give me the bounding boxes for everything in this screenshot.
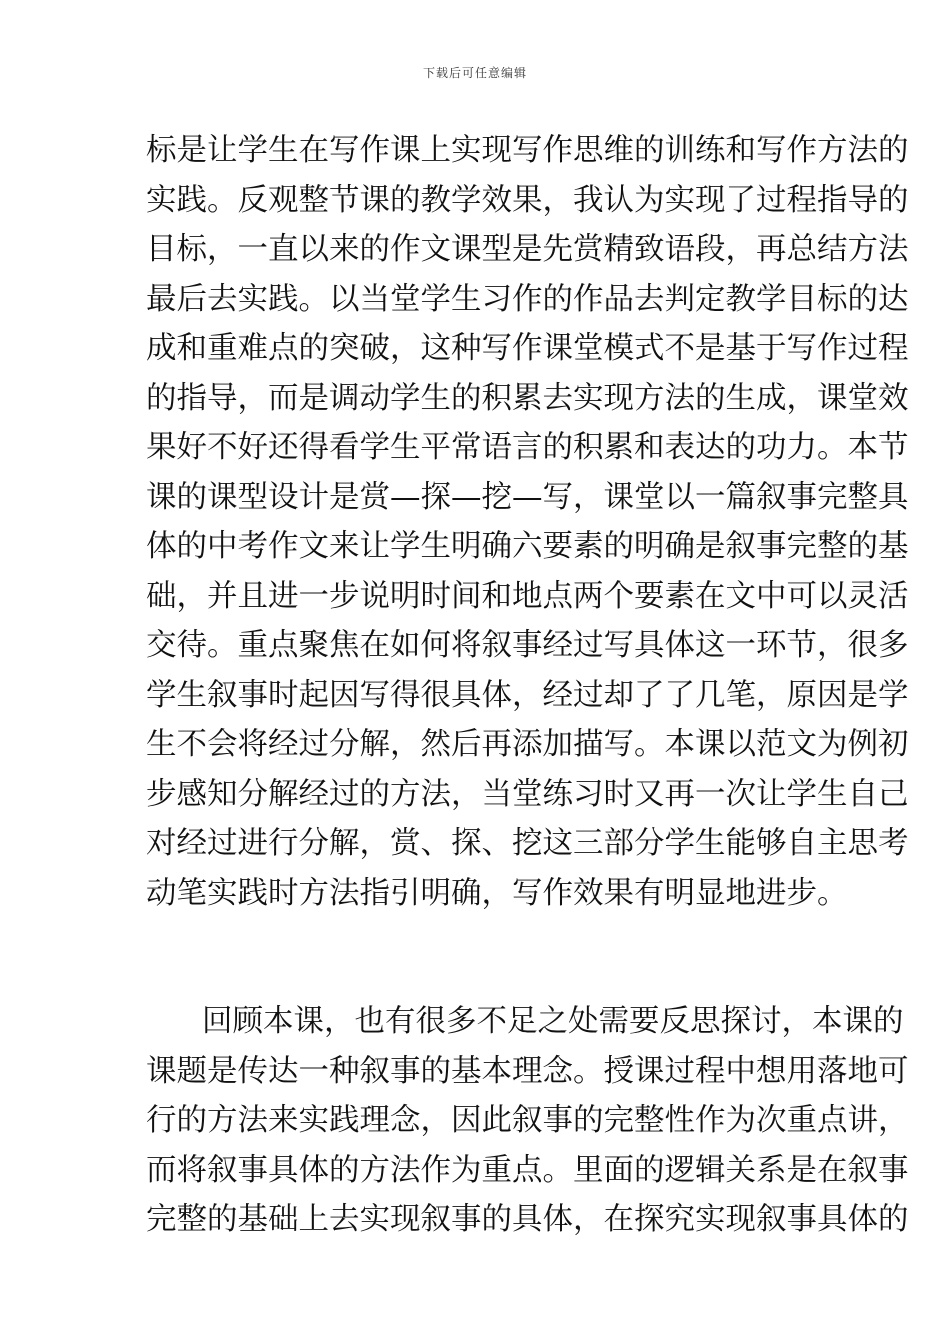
text-line: 行的方法来实践理念，因此叙事的完整性作为次重点讲， [146, 1103, 909, 1138]
text-line: 步感知分解经过的方法，当堂练习时又再一次让学生自己 [146, 776, 909, 812]
text-line: 础，并且进一步说明时间和地点两个要素在文中可以灵活 [146, 578, 909, 614]
text-line: 的指导，而是调动学生的积累去实现方法的生成，课堂效 [146, 380, 909, 416]
text-line: 完整的基础上去实现叙事的具体，在探究实现叙事具体的 [146, 1202, 909, 1237]
document-body [146, 126, 909, 1245]
text-line: 而将叙事具体的方法作为重点。里面的逻辑关系是在叙事 [146, 1152, 909, 1188]
text-line: 目标，一直以来的作文课型是先赏精致语段，再总结方法 [146, 232, 909, 267]
text-line: 最后去实践。以当堂学生习作的作品去判定教学目标的达 [146, 281, 909, 317]
paragraph-1 [146, 126, 909, 918]
text-line: 体的中考作文来让学生明确六要素的明确是叙事完整的基 [146, 529, 909, 564]
text-line: 对经过进行分解，赏、探、挖这三部分学生能够自主思考 [146, 826, 909, 861]
text-line: 课的课型设计是赏—探—挖—写，课堂以一篇叙事完整具 [146, 479, 909, 515]
text-line: 标是让学生在写作课上实现写作思维的训练和写作方法的 [146, 133, 909, 168]
text-line: 果好不好还得看学生平常语言的积累和表达的功力。本节 [146, 430, 909, 465]
text-line: 课题是传达一种叙事的基本理念。授课过程中想用落地可 [146, 1053, 909, 1089]
text-line: 回顾本课，也有很多不足之处需要反思探讨，本课的 [202, 1004, 904, 1039]
text-line: 实践。反观整节课的教学效果，我认为实现了过程指导的 [146, 182, 909, 218]
text-line: 交待。重点聚焦在如何将叙事经过写具体这一环节，很多 [146, 628, 909, 663]
text-line: 动笔实践时方法指引明确，写作效果有明显地进步。 [146, 875, 848, 911]
text-line: 生不会将经过分解，然后再添加描写。本课以范文为例初 [146, 727, 909, 762]
paragraph-2 [146, 997, 909, 1245]
text-line: 成和重难点的突破，这种写作课堂模式不是基于写作过程 [146, 331, 909, 366]
page-header: 下载后可任意编辑 [422, 66, 527, 80]
text-line: 学生叙事时起因写得很具体，经过却了了几笔，原因是学 [146, 677, 909, 713]
